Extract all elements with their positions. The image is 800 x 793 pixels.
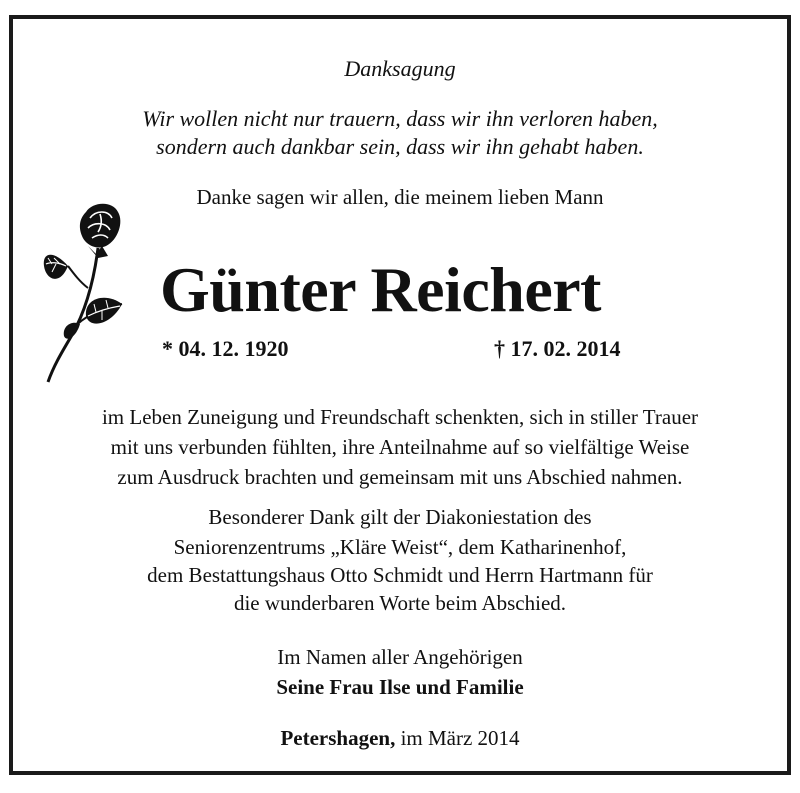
body-line-1: im Leben Zuneigung und Freundschaft schenkten, sich in stiller Trauer — [101, 405, 699, 429]
place-date-line — [0, 726, 800, 751]
rose-icon — [36, 200, 136, 385]
deceased-name: Günter Reichert — [160, 254, 601, 325]
notice-title: Danksagung — [344, 56, 456, 81]
death-date: † 17. 02. 2014 — [494, 336, 621, 361]
body-line-2: mit uns verbunden fühlten, ihre Anteilnahme auf so vielfältige Weise — [110, 435, 690, 459]
place-name: Petershagen, — [280, 726, 396, 750]
quote-line-1: Wir wollen nicht nur trauern, dass wir ihn verloren haben, — [142, 106, 658, 131]
signature-intro: Im Namen aller Angehörigen — [277, 645, 523, 669]
birth-date: * 04. 12. 1920 — [162, 336, 289, 361]
intro-text: Danke sagen wir allen, die meinem lieben Mann — [196, 185, 604, 209]
notice-date: im März 2014 — [395, 726, 520, 750]
thanks-line-3: dem Bestattungshaus Otto Schmidt und Herrn Hartmann für — [147, 563, 653, 587]
thanks-line-2: Seniorenzentrums „Kläre Weist“, dem Katharinenhof, — [173, 535, 627, 559]
quote-line-2: sondern auch dankbar sein, dass wir ihn gehabt haben. — [156, 134, 644, 159]
body-line-3: zum Ausdruck brachten und gemeinsam mit uns Abschied nahmen. — [117, 465, 683, 489]
thanks-line-4: die wunderbaren Worte beim Abschied. — [233, 591, 567, 615]
signature: Seine Frau Ilse und Familie — [276, 675, 524, 699]
thanks-line-1: Besonderer Dank gilt der Diakoniestation des — [208, 505, 592, 529]
